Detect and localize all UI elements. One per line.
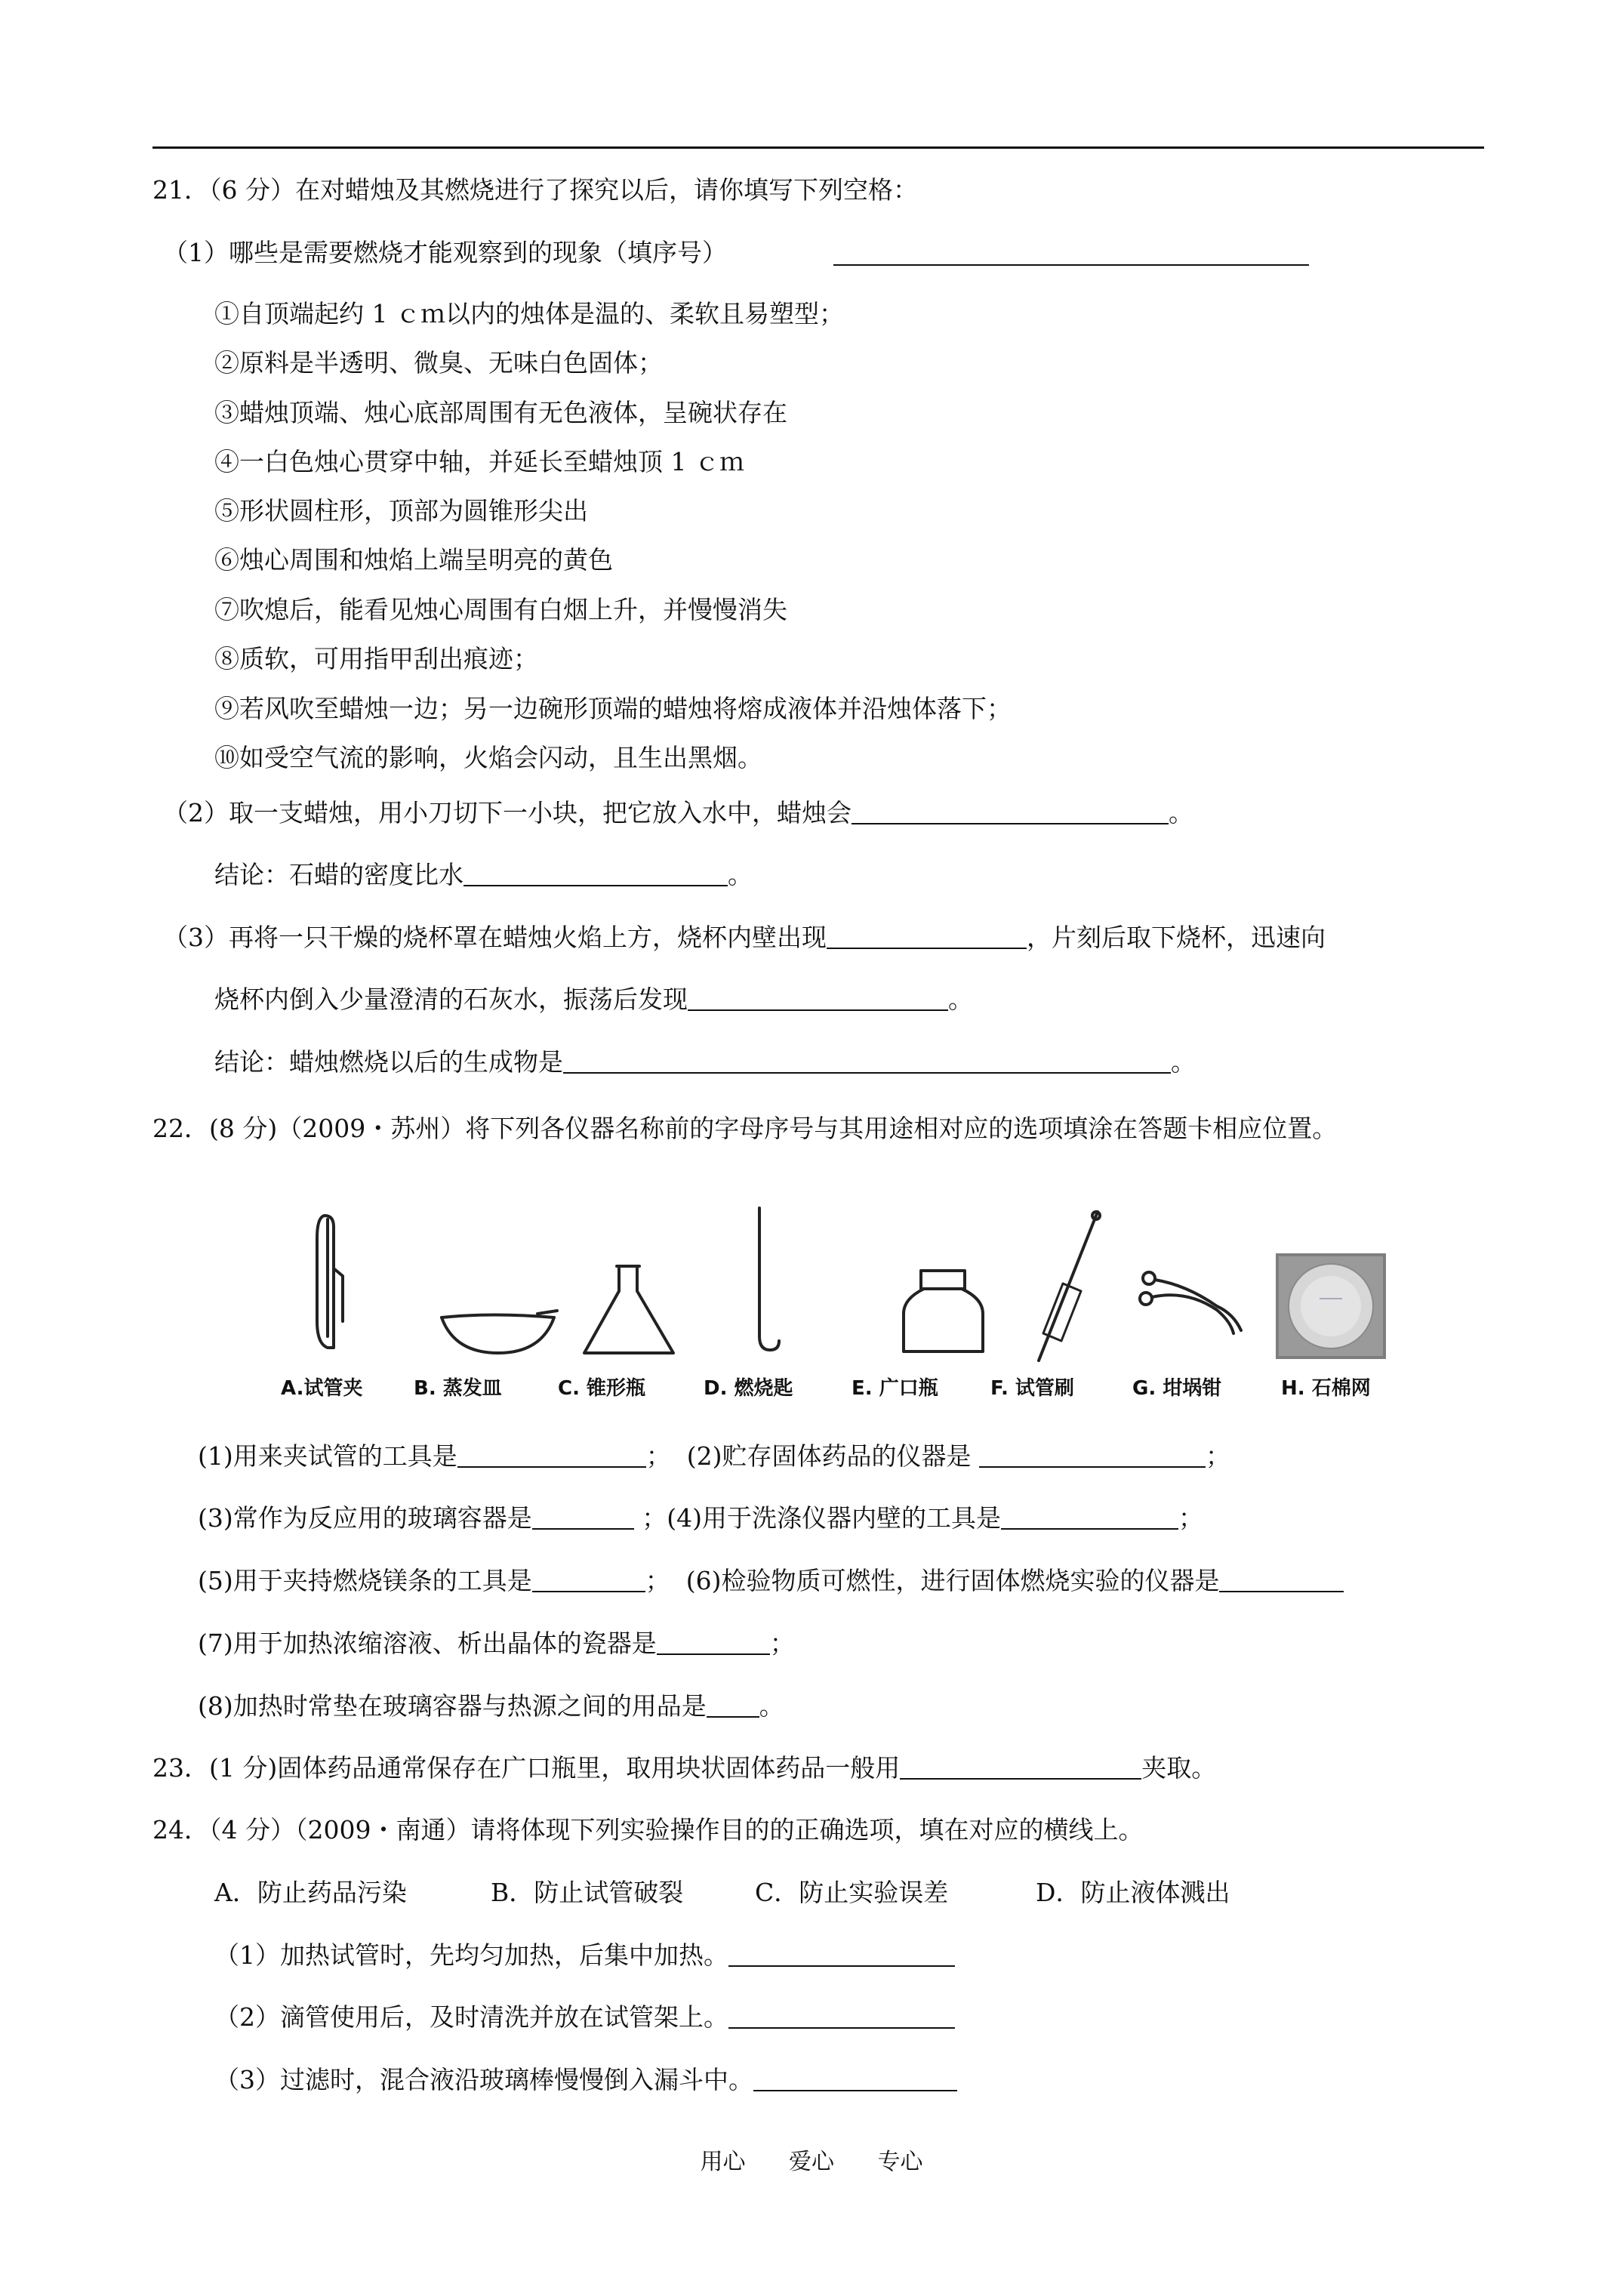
test-tube-holder-icon xyxy=(317,1216,343,1348)
q21-conclusion-2: 结论：石蜡的密度比水 。 xyxy=(214,860,753,889)
q24-statement-2: （2）滴管使用后，及时清洗并放在试管架上。 xyxy=(214,2005,955,2029)
q24-answer-1[interactable] xyxy=(728,1943,955,1967)
q21-part3-answer-blank-1[interactable] xyxy=(827,925,1027,949)
combustion-spoon-icon xyxy=(759,1208,779,1350)
apparatus-label-e: E. 广口瓶 xyxy=(852,1377,938,1400)
q21-item-3: ③蜡烛顶端、烛心底部周围有无色液体，呈碗状存在 xyxy=(214,398,787,427)
q22-row-2: (3)常作为反应用的玻璃容器是 ；(4)用于洗涤仪器内壁的工具是 ； xyxy=(198,1503,1203,1533)
q24-option-d: D．防止液体溅出 xyxy=(1036,1878,1230,1907)
q22-answer-1[interactable] xyxy=(457,1444,646,1468)
q22-title: 22．(8 分)（2009・苏州）将下列各仪器名称前的字母序号与其用途相对应的选项填涂在答题卡相应位置。 xyxy=(152,1114,1338,1143)
footer-word-1: 用心 xyxy=(700,2149,746,2175)
q22-row-4: (7)用于加热浓缩溶液、析出晶体的瓷器是 ； xyxy=(198,1629,795,1658)
wide-mouth-bottle-icon xyxy=(904,1271,983,1351)
asbestos-gauze-icon xyxy=(1276,1253,1386,1359)
q22-row-1: (1)用来夹试管的工具是 ； (2)贮存固体药品的仪器是 ； xyxy=(198,1441,1230,1471)
q22-answer-5[interactable] xyxy=(532,1568,645,1592)
apparatus-label-d: D. 燃烧匙 xyxy=(704,1377,793,1400)
q21-item-6: ⑥烛心周围和烛焰上端呈明亮的黄色 xyxy=(214,545,613,575)
footer-word-2: 爱心 xyxy=(789,2149,834,2175)
page-footer xyxy=(0,2143,1623,2176)
q22-row-3: (5)用于夹持燃烧镁条的工具是 ； (6)检验物质可燃性，进行固体燃烧实验的仪器是 xyxy=(198,1568,1344,1593)
q23-answer-blank[interactable] xyxy=(900,1755,1141,1780)
q22-answer-3[interactable] xyxy=(532,1505,634,1530)
q24-statement-1: （1）加热试管时，先均匀加热，后集中加热。 xyxy=(214,1943,955,1968)
q22-answer-2[interactable] xyxy=(979,1444,1206,1468)
q22-answer-4[interactable] xyxy=(1001,1505,1178,1530)
q24-option-c: C．防止实验误差 xyxy=(755,1878,949,1907)
q22-answer-8[interactable] xyxy=(707,1693,759,1718)
q21-item-9: ⑨若风吹至蜡烛一边；另一边碗形顶端的蜡烛将熔成液体并沿烛体落下； xyxy=(214,694,1012,723)
q21-part2-answer-blank[interactable] xyxy=(852,800,1169,824)
apparatus-label-a: A.试管夹 xyxy=(281,1377,363,1400)
q21-part1-answer-blank[interactable] xyxy=(833,242,1309,266)
test-tube-brush-icon xyxy=(1039,1212,1100,1361)
q21-item-10: ⑩如受空气流的影响，火焰会闪动，且生出黑烟。 xyxy=(214,743,762,772)
q21-item-5: ⑤形状圆柱形，顶部为圆锥形尖出 xyxy=(214,496,588,525)
header-rule xyxy=(152,146,1484,149)
q24-answer-2[interactable] xyxy=(728,2005,955,2029)
q21-item-4: ④一白色烛心贯穿中轴，并延长至蜡烛顶 1 ｃｍ xyxy=(214,447,744,476)
q21-part3-line1: （3）再将一只干燥的烧杯罩在蜡烛火焰上方，烧杯内壁出现 ，片刻后取下烧杯，迅速向 xyxy=(163,923,1326,952)
q23-text: 23．(1 分)固体药品通常保存在广口瓶里，取用块状固体药品一般用 夹取。 xyxy=(152,1753,1217,1783)
q21-conclusion-3: 结论：蜡烛燃烧以后的生成物是 。 xyxy=(214,1047,1196,1077)
footer-word-3: 专心 xyxy=(877,2149,923,2175)
q24-answer-3[interactable] xyxy=(753,2067,957,2091)
apparatus-figure xyxy=(281,1193,1398,1412)
q24-statement-3: （3）过滤时，混合液沿玻璃棒慢慢倒入漏斗中。 xyxy=(214,2067,957,2092)
q21-part3-answer-blank-2[interactable] xyxy=(688,987,948,1011)
apparatus-label-c: C. 锥形瓶 xyxy=(558,1377,646,1400)
q21-title: 21．（6 分）在对蜡烛及其燃烧进行了探究以后，请你填写下列空格： xyxy=(152,175,918,205)
apparatus-label-g: G. 坩埚钳 xyxy=(1132,1377,1222,1400)
crucible-tongs-icon xyxy=(1140,1272,1241,1333)
q21-conclusion-2-blank[interactable] xyxy=(463,862,728,886)
q22-answer-7[interactable] xyxy=(657,1631,770,1655)
q21-item-7: ⑦吹熄后，能看见烛心周围有白烟上升，并慢慢消失 xyxy=(214,595,787,624)
q21-part1: （1）哪些是需要燃烧才能观察到的现象（填序号） xyxy=(163,238,727,267)
q24-option-a: A．防止药品污染 xyxy=(214,1878,407,1907)
q21-conclusion-3-blank[interactable] xyxy=(563,1049,1171,1074)
q21-item-1: ①自顶端起约 1 ｃｍ以内的烛体是温的、柔软且易塑型； xyxy=(214,299,844,328)
q21-item-2: ②原料是半透明、微臭、无味白色固体； xyxy=(214,348,663,378)
apparatus-label-b: B. 蒸发皿 xyxy=(414,1377,502,1400)
q21-part2: （2）取一支蜡烛，用小刀切下一小块，把它放入水中，蜡烛会 。 xyxy=(163,798,1193,827)
q21-part3-line2: 烧杯内倒入少量澄清的石灰水，振荡后发现 。 xyxy=(214,985,973,1014)
q22-row-5: (8)加热时常垫在玻璃容器与热源之间的用品是 。 xyxy=(198,1691,784,1721)
q24-option-b: B．防止试管破裂 xyxy=(491,1878,684,1907)
apparatus-label-f: F. 试管刷 xyxy=(990,1377,1074,1400)
conical-flask-icon xyxy=(584,1266,673,1353)
q24-title: 24．（4 分）（2009・南通）请将体现下列实验操作目的的正确选项，填在对应的横线上。 xyxy=(152,1815,1144,1845)
apparatus-label-h: H. 石棉网 xyxy=(1281,1377,1371,1400)
q21-item-8: ⑧质软，可用指甲刮出痕迹； xyxy=(214,644,538,673)
evaporating-dish-icon xyxy=(442,1311,557,1353)
q22-answer-6[interactable] xyxy=(1219,1568,1344,1592)
